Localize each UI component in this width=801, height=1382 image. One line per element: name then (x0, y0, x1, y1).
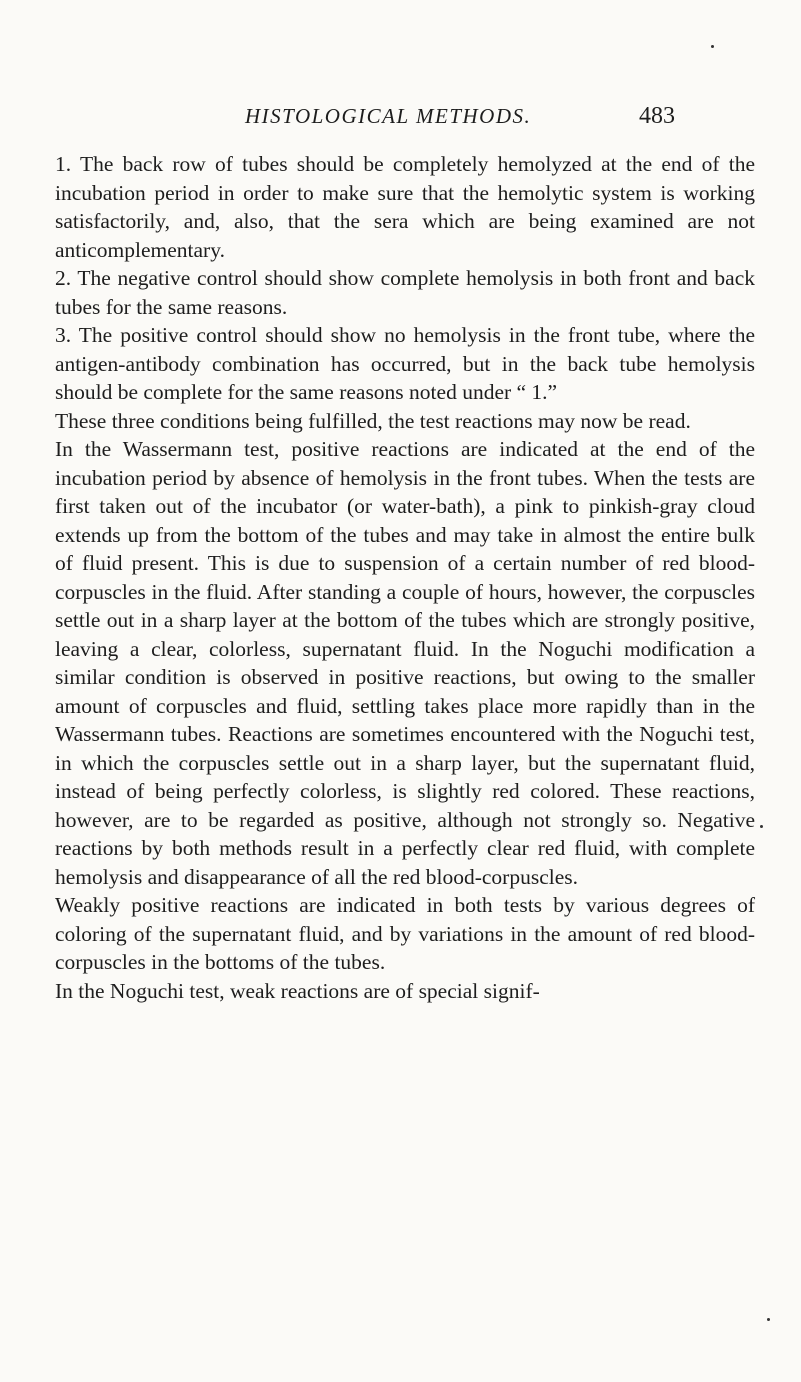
body-text (55, 150, 755, 1005)
paragraph-2: 2. The negative control should show complete hemolysis in both front and back tubes for the same reasons. (55, 266, 755, 319)
paragraph-4: These three conditions being fulfilled, the test reactions may now be read. (55, 408, 691, 433)
page-header (245, 99, 675, 133)
running-head: HISTOLOGICAL METHODS. (245, 104, 532, 128)
paragraph-7: In the Noguchi test, weak reactions are of special signif- (55, 978, 540, 1003)
paragraph-6: Weakly positive reactions are indicated in both tests by various degrees of coloring of the supernatant fluid, and by variations in the amount of red blood-corpuscles in the bottoms of the tubes. (55, 893, 755, 974)
paragraph-1: 1. The back row of tubes should be completely hemolyzed at the end of the incubation period in order to make sure that the hemolytic system is working satisfactorily, and, also, that the sera which are being examined are not anticomplementary. (55, 152, 755, 262)
ink-speck (767, 1318, 770, 1321)
page-number: 483 (639, 103, 675, 129)
ink-speck (711, 45, 714, 48)
ink-speck (760, 825, 763, 828)
paragraph-3: 3. The positive control should show no hemolysis in the front tube, where the antigen-antibody combination has occurred, but in the back tube hemolysis should be complete for the same reasons noted under “ 1.” (55, 323, 755, 404)
paragraph-5: In the Wassermann test, positive reactions are indicated at the end of the incubation period by absence of hemolysis in the front tubes. When the tests are first taken out of the incubator (or water-bath), a pink to pinkish-gray cloud extends up from the bottom of the tubes and may take in almost the entire bulk of fluid present. This is due to suspension of a certain number of red blood-corpuscles in the fluid. After standing a couple of hours, however, the corpuscles settle out in a sharp layer at the bottom of the tubes which are strongly positive, leaving a clear, colorless, supernatant fluid. In the Noguchi modification a similar condition is observed in positive reactions, but owing to the smaller amount of corpuscles and fluid, settling takes place more rapidly than in the Wassermann tubes. Reactions are sometimes encountered with the Noguchi test, in which the corpuscles settle out in a sharp layer, but the supernatant fluid, instead of being perfectly colorless, is slightly red colored. These reactions, however, are to be regarded as positive, although not strongly so. Negative reactions by both methods result in a perfectly clear red fluid, with complete hemolysis and disappearance of all the red blood-corpuscles. (55, 437, 755, 889)
